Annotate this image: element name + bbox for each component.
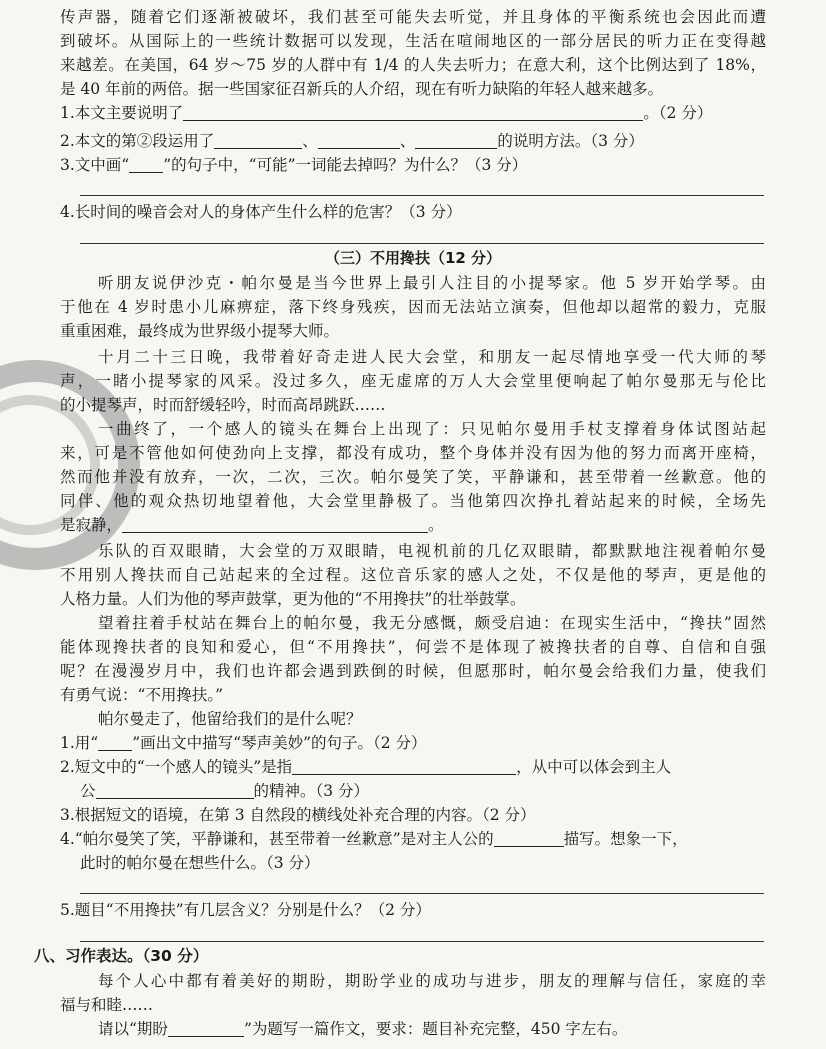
p3-para2-line-2: 声，一睹小提琴家的风采。没过多久，座无虚席的万人大会堂里便响起了帕尔曼那无与伦比 xyxy=(60,372,766,390)
p3-q5-answer-line[interactable] xyxy=(80,941,764,942)
p3-question-1 xyxy=(60,732,766,754)
p2-question-1 xyxy=(60,102,766,124)
p3-q1-prefix: 1.用“ xyxy=(60,734,99,752)
p3-q2-answer-blank-1[interactable] xyxy=(292,758,516,775)
p3-q2-line2-prefix: 公 xyxy=(80,782,96,800)
p2-question-4: 4.长时间的噪音会对人的身体产生什么样的危害？（3 分） xyxy=(60,203,462,221)
passage2-line-1: 传声器，随着它们逐渐被破坏，我们甚至可能失去听觉，并且身体的平衡系统也会因此而遭 xyxy=(60,8,766,26)
p3-para3-line-5 xyxy=(60,514,766,536)
p3-para3-line-1: 一曲终了，一个感人的镜头在舞台上出现了：只见帕尔曼用手杖支撑着身体试图站起 xyxy=(98,420,766,438)
p3-q2-mid: ，从中可以体会到主人 xyxy=(516,758,672,776)
p2-q3-prefix: 3.文中画“ xyxy=(60,156,130,174)
p3-question-3: 3.根据短文的语境，在第 3 自然段的横线处补充合理的内容。（2 分） xyxy=(60,806,536,824)
p2-q1-suffix: 。（2 分） xyxy=(643,104,713,122)
p3-q4-answer-line[interactable] xyxy=(80,893,764,894)
section-title-part3: （三）不用搀扶（12 分） xyxy=(324,249,502,267)
p3-para5-line-4: 有勇气说：“不用搀扶。” xyxy=(60,686,224,704)
p2-q1-prefix: 1.本文主要说明了 xyxy=(60,104,184,122)
p3-para3-line-3: 然而他并没有放弃，一次，二次，三次。帕尔曼笑了笑，平静谦和，甚至带着一丝歉意。他的 xyxy=(60,468,766,486)
p2-q2-answer-blank-2[interactable] xyxy=(318,132,400,149)
p3-para1-line-3: 重重困难，最终成为世界级小提琴大师。 xyxy=(60,322,340,340)
p8-title-blank[interactable] xyxy=(168,1020,244,1037)
p3-para6: 帕尔曼走了，他留给我们的是什么呢？ xyxy=(98,710,362,728)
p3-para3-fill-blank[interactable] xyxy=(122,516,428,533)
p2-q2-sep1: 、 xyxy=(302,132,318,150)
p3-para3-last-suffix: 。 xyxy=(428,516,444,534)
p8-p2-prefix: 请以“期盼 xyxy=(98,1020,168,1038)
p2-question-3 xyxy=(60,154,766,176)
p3-question-2 xyxy=(60,756,766,778)
passage2-line-2: 到破坏。从国际上的一些统计数据可以发现，生活在喧闹地区的一部分居民的听力正在变得越 xyxy=(60,32,766,50)
p3-para1-line-2: 于他在 4 岁时患小儿麻痹症，落下终身残疾，因而无法站立演奏，但他却以超常的毅力，克服 xyxy=(60,298,766,316)
p2-q2-answer-blank-3[interactable] xyxy=(415,132,497,149)
p3-question-4-cont: 此时的帕尔曼在想些什么。（3 分） xyxy=(80,854,320,872)
passage2-line-4: 是 40 年前的两倍。据一些国家征召新兵的人介绍，现在有听力缺陷的年轻人越来越多。 xyxy=(60,80,664,98)
p3-q2-line2-suffix: 的精神。（3 分） xyxy=(253,782,370,800)
section-heading-part8: 八、习作表达。（30 分） xyxy=(34,947,209,965)
p2-q3-underline-mark xyxy=(129,156,163,173)
p2-q1-answer-blank[interactable] xyxy=(183,104,643,121)
p3-question-4 xyxy=(60,828,766,850)
p3-para5-line-2: 能体现搀扶者的良知和爱心，但“不用搀扶”，何尝不是体现了被搀扶者的自尊、自信和自强 xyxy=(60,638,766,656)
p3-q4-answer-blank[interactable] xyxy=(494,830,564,847)
p8-p2-suffix: ”为题写一篇作文，要求：题目补充完整，450 字左右。 xyxy=(243,1020,628,1038)
p3-para2-line-3: 的小提琴声，时而舒缓轻吟，时而高昂跳跃…… xyxy=(60,396,386,414)
p3-question-5: 5.题目“不用搀扶”有几层含义？分别是什么？（2 分） xyxy=(60,901,431,919)
p8-para2 xyxy=(98,1018,766,1040)
p3-q2-answer-blank-2[interactable] xyxy=(96,782,254,799)
p2-q2-prefix: 2.本文的第②段运用了 xyxy=(60,132,215,150)
p2-q2-answer-blank-1[interactable] xyxy=(214,132,302,149)
p8-para1-line-1: 每个人心中都有着美好的期盼，期盼学业的成功与进步，朋友的理解与信任，家庭的幸 xyxy=(98,972,766,990)
p3-para3-last-prefix: 是寂静， xyxy=(60,516,123,534)
p3-para3-line-4: 同伴、他的观众热切地望着他，大会堂里静极了。当他第四次挣扎着站起来的时候，全场先 xyxy=(60,492,766,510)
p3-para2-line-1: 十月二十三日晚，我带着好奇走进人民大会堂，和朋友一起尽情地享受一代大师的琴 xyxy=(98,348,766,366)
p3-para5-line-1: 望着拄着手杖站在舞台上的帕尔曼，我无分感慨，颇受启迪：在现实生活中，“搀扶”固然 xyxy=(98,614,766,632)
p3-q4-prefix: 4.“帕尔曼笑了笑，平静谦和，甚至带着一丝歉意”是对主人公的 xyxy=(60,830,494,848)
p3-para3-line-2: 来，可是不管他如何使劲向上支撑，都没有成功，整个身体并没有因为他的努力而离开座椅， xyxy=(60,444,766,462)
p3-question-2-cont xyxy=(80,780,766,802)
p2-q2-suffix: 的说明方法。（3 分） xyxy=(497,132,644,150)
p2-q2-sep2: 、 xyxy=(399,132,416,150)
p3-para4-line-2: 不用别人搀扶而自己站起来的全过程。这位音乐家的感人之处，不仅是他的琴声，更是他的 xyxy=(60,566,766,584)
p2-q4-answer-line[interactable] xyxy=(80,243,764,244)
p8-para1-line-2: 福与和睦…… xyxy=(60,996,154,1014)
p2-question-2 xyxy=(60,130,766,152)
p3-para1-line-1: 听朋友说伊沙克・帕尔曼是当今世界上最引人注目的小提琴家。他 5 岁开始学琴。由 xyxy=(98,274,766,292)
p3-q4-suffix: 描写。想象一下， xyxy=(563,830,688,848)
p3-para4-line-3: 人格力量。人们为他的琴声鼓掌，更为他的“不用搀扶”的壮举鼓掌。 xyxy=(60,590,526,608)
p2-q3-answer-line[interactable] xyxy=(80,195,764,196)
p3-para5-line-3: 呢？在漫漫岁月中，我们也许都会遇到跌倒的时候，但愿那时，帕尔曼会给我们力量，使我们 xyxy=(60,662,766,680)
p3-q1-underline-mark xyxy=(98,734,132,751)
p3-para4-line-1: 乐队的百双眼睛，大会堂的万双眼睛，电视机前的几亿双眼睛，都默默地注视着帕尔曼 xyxy=(98,542,766,560)
p3-q2-prefix: 2.短文中的“一个感人的镜头”是指 xyxy=(60,758,293,776)
p2-q3-suffix: ”的句子中，“可能”一词能去掉吗？为什么？（3 分） xyxy=(163,156,528,174)
passage2-line-3: 来越差。在美国，64 岁～75 岁的人群中有 1/4 的人失去听力；在意大利，这个比例达到了 18%， xyxy=(60,56,766,74)
p3-q1-suffix: ”画出文中描写“琴声美妙”的句子。（2 分） xyxy=(132,734,427,752)
